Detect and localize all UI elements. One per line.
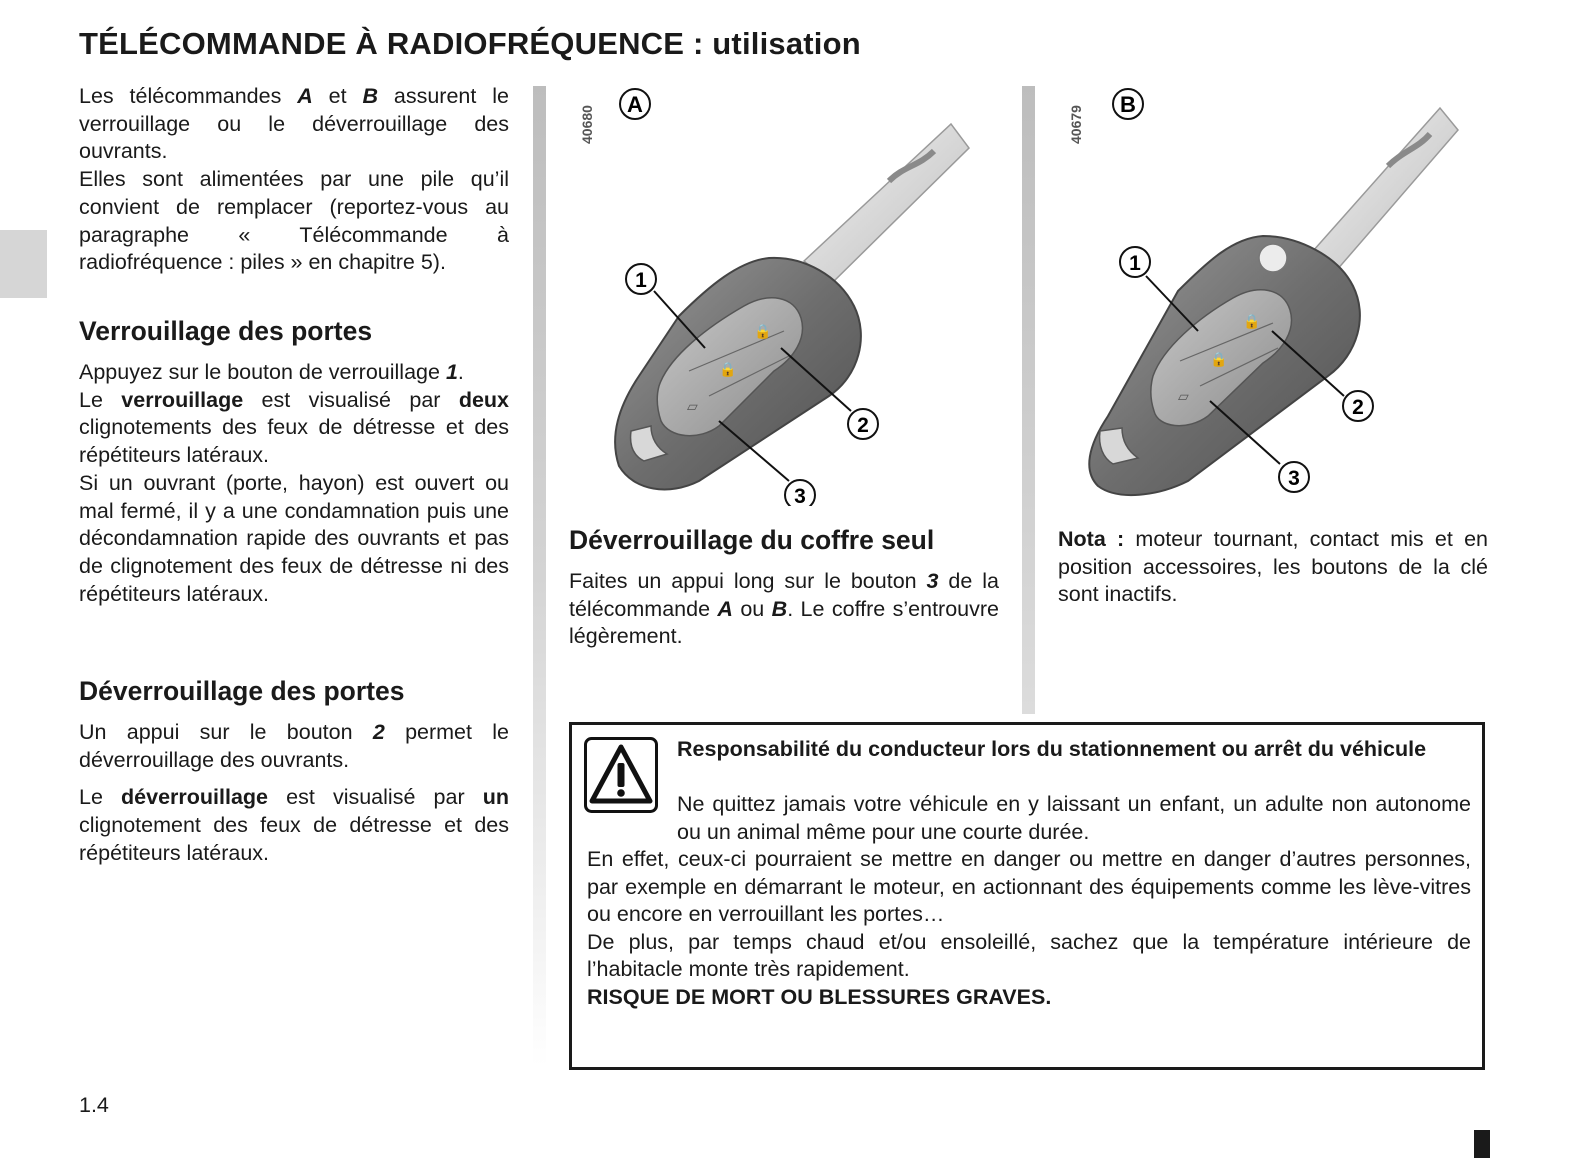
warning-line-4: RISQUE DE MORT OU BLESSURES GRAVES. <box>587 984 1052 1009</box>
svg-text:▱: ▱ <box>1178 389 1189 405</box>
warning-triangle-icon <box>584 737 658 813</box>
figure-b-ref: 40679 <box>1068 105 1084 144</box>
ref-b: B <box>362 84 378 108</box>
figure-b-label: B <box>1120 92 1136 117</box>
key-fob-a-illustration <box>569 86 1009 506</box>
page-corner-marker <box>1474 1130 1490 1158</box>
callout-a-2: 2 <box>857 414 869 437</box>
key-fob-b-illustration <box>1058 86 1498 506</box>
warning-body <box>587 846 1471 1012</box>
locking-section <box>79 359 509 608</box>
warning-line-3: De plus, par temps chaud et/ou ensoleillé, sachez que la température intérieure de l’habitacle monte très rapidement. <box>587 929 1471 982</box>
svg-text:🔒: 🔒 <box>1210 352 1228 368</box>
callout-b-3: 3 <box>1288 467 1300 490</box>
column-divider-right <box>1022 86 1035 714</box>
svg-text:🔒: 🔒 <box>719 362 737 378</box>
warning-line-1: Ne quittez jamais votre véhicule en y laissant un enfant, un adulte non autonome ou un animal même pour une courte durée. <box>677 792 1471 844</box>
locking-paragraph-1: Appuyez sur le bouton de verrouillage 1. Le verrouillage est visualisé par deux clignotements des feux de détresse et des répétiteurs latéraux. <box>79 360 509 468</box>
figure-b <box>1058 86 1498 506</box>
figure-a <box>569 86 1009 506</box>
callout-a-1: 1 <box>635 269 647 292</box>
nota-paragraph: Nota : moteur tournant, contact mis et en position accessoires, les boutons de la clé sont inactifs. <box>1058 527 1488 607</box>
svg-text:▱: ▱ <box>687 399 698 415</box>
ref-a: A <box>297 84 313 108</box>
intro-section <box>79 83 509 277</box>
page-title: TÉLÉCOMMANDE À RADIOFRÉQUENCE : utilisation <box>79 26 861 61</box>
trunk-paragraph: Faites un appui long sur le bouton 3 de la télécommande A ou B. Le coffre s’entrouvre légèrement. <box>569 569 999 649</box>
figure-a-ref: 40680 <box>579 105 595 144</box>
intro-paragraph-1: Les télécommandes A et B assurent le verrouillage ou le déverrouillage des ouvrants. <box>79 84 509 164</box>
unlocking-heading: Déverrouillage des portes <box>79 676 405 706</box>
page-number: 1.4 <box>79 1093 109 1117</box>
intro-paragraph-2: Elles sont alimentées par une pile qu’il convient de remplacer (reportez-vous au paragraphe « Télécommande à radiofréquence : piles » en chapitre 5). <box>79 167 509 275</box>
unlocking-paragraph-2: Le déverrouillage est visualisé par un clignotement des feux de détresse et des répétiteurs latéraux. <box>79 785 510 865</box>
callout-b-2: 2 <box>1352 396 1364 419</box>
warning-line-2: En effet, ceux-ci pourraient se mettre en danger ou mettre en danger d’autres personnes, par exemple en démarrant le moteur, en actionnant des équipements comme les lève-vitres ou encore en verrouillant les portes… <box>587 847 1471 927</box>
column-divider-left <box>533 86 546 1066</box>
callout-b-1: 1 <box>1129 252 1141 275</box>
nota-label: Nota : <box>1058 527 1125 551</box>
unlocking-section <box>79 719 509 868</box>
chapter-tab <box>0 230 47 298</box>
callout-a-3: 3 <box>794 485 806 506</box>
svg-text:🔒: 🔒 <box>1243 314 1261 330</box>
unlocking-paragraph-1: Un appui sur le bouton 2 permet le déverrouillage des ouvrants. <box>79 720 509 772</box>
figure-a-label: A <box>627 92 643 117</box>
svg-text:🔒: 🔒 <box>754 324 772 340</box>
trunk-heading: Déverrouillage du coffre seul <box>569 525 935 555</box>
locking-paragraph-2: Si un ouvrant (porte, hayon) est ouvert ou mal fermé, il y a une condamnation puis une décondamnation rapide des ouvrants et pas de clignotement des feux de détresse ni des répétiteurs latéraux. <box>79 470 509 606</box>
warning-title: Responsabilité du conducteur lors du stationnement ou arrêt du véhicule <box>677 737 1427 761</box>
locking-heading: Verrouillage des portes <box>79 316 373 346</box>
